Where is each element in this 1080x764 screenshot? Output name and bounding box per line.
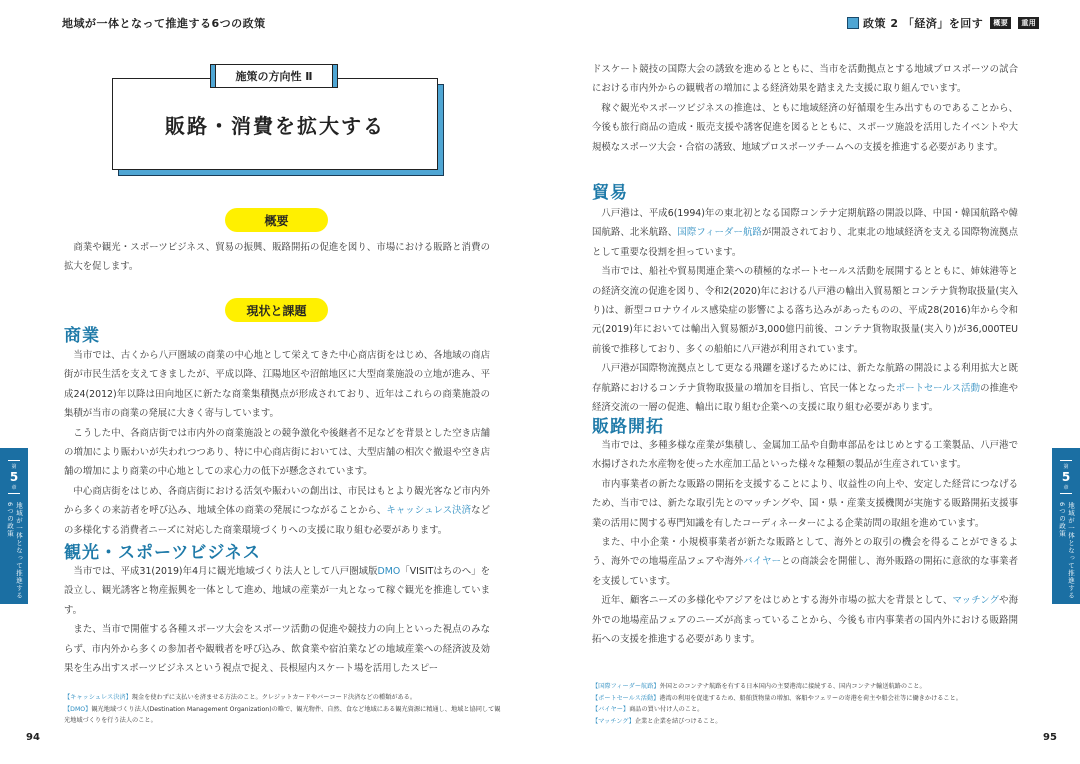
chapter-number: 5	[1061, 469, 1071, 484]
trade-body: 八戸港は、平成6(1994)年の東北初となる国際コンテナ定期航路の開設以降、中国・韓国航路や韓国航路、北米航路、国際フィーダー航路が開設されており、北東北の地域経済を支える国際物流拠点として重要な役割を担っています。 当市では、船社や貿易関連企業への積極的なポートセールス活動を展開するとともに、姉妹港等との経済交流の促進を図り、令和2(2020)年における八戸港の輸出入貿易額とコンテナ貨物取扱量(実入り)は、新型コロナウイルス感染症の影響による落ち込みがあったものの、平成28(2016)年から令和元(2019)年においては輸出入貿易額が3,000億円前後、コンテナ貨物取扱量(実入り)が36,000TEU前後で推移しており、多くの船舶に八戸港が利用されています。 八戸港が国際物流拠点として更なる飛躍を遂げるためには、新たな航路の開設による利用拡大と既存航路におけるコンテナ貨物取扱量の増加を目指し、官民一体となったポートセールス活動の推進や経済交流の一層の促進、輸出に取り組む企業への支援に取り組む必要があります。	[592, 208, 1018, 414]
tourism-body: 当市では、平成31(2019)年4月に観光地域づくり法人として八戸圏域版DMO「VISITはちのへ」を設立し、観光誘客と物産振興を一体として進め、地域の産業が一丸となって稼ぐ観光を推進しています。 また、当市で開催する各種スポーツ大会をスポーツ活動の促進や競技力の向上といった視点のみならず、市内外から多くの参加者や観戦者を呼び込み、飲食業や宿泊業などの地域産業への経済波及効果を生み出すスポーツビジネスという視点で捉え、長根屋内スケート場を活用したスピー	[64, 566, 490, 675]
glossary-link-dmo[interactable]: DMO	[377, 566, 401, 577]
glossary-note: 【バイヤー】商品の買い付け人のこと。	[592, 706, 704, 713]
tag-badge: 概要	[990, 17, 1011, 29]
glossary-link-buyer[interactable]: バイヤー	[743, 556, 782, 568]
glossary-note: 【国際フィーダー航路】外国とのコンテナ航路を有する日本国内の主要港湾に接続する、国内コンテナ輸送航路のこと。	[592, 683, 926, 690]
chapter-number: 5	[9, 469, 19, 484]
chapter-tab[interactable]: 第 5 章 地域が一体となって推進する6つの政策	[1052, 448, 1080, 604]
chapter-tab[interactable]: 第 5 章 地域が一体となって推進する6つの政策	[0, 448, 28, 604]
commerce-body: 当市では、古くから八戸圏域の商業の中心地として栄えてきた中心商店街をはじめ、各地域の商店街が市民生活を支えてきましたが、平成以降、江陽地区や沼館地区に大型商業施設の立地が進み、平成24(2012)年以降は田向地区に新たな商業集積拠点が形成されており、近年はこれらの商業施設の集積が当市の商業の発展に大きく寄与しています。 こうした中、各商店街では市内外の商業施設との競争激化や後継者不足などを背景とした空き店舗の増加により賑わいが失われつつあり、特に中心商店街においては、大型店舗の相次ぐ撤退や空き店舗の増加により商業の中心地としての求心力の低下が懸念されています。 中心商店街をはじめ、各商店街における活気や賑わいの創出は、市民はもとより観光客など市内外から多くの来訪者を呼び込み、地域全体の商業の発展につながることから、キャッシュレス決済などの多様化する消費者ニーズに対応した商業環境づくりへの支援に取り組む必要があります。	[64, 350, 490, 536]
glossary-link-feeder[interactable]: 国際フィーダー航路	[677, 227, 762, 239]
glossary-notes	[592, 681, 1032, 727]
tag-badge: 重用	[1018, 17, 1039, 29]
glossary-note: 【DMO】観光地域づくり法人(Destination Management Organization)の略で、観光物件、自然、食など地域にある観光資源に精通し、地域と協同して観光地域づくりを行う法人のこと。	[64, 705, 501, 724]
section-heading-trade: 貿易	[592, 183, 628, 203]
divider	[1060, 460, 1072, 461]
running-head: 地域が一体となって推進する6つの政策	[62, 17, 266, 30]
title-box	[112, 78, 438, 170]
glossary-note: 【ポートセールス活動】港湾の利用を促進するため、船舶貨物量の増加、客船やフェリーの寄港を荷主や船会社等に働きかけること。	[592, 694, 962, 702]
glossary-link-port-sales[interactable]: ポートセールス活動	[895, 382, 981, 394]
page-title: 販路・消費を拡大する	[165, 113, 385, 138]
tourism-continued-body: ドスケート競技の国際大会の誘致を進めるとともに、当市を活動拠点とする地域プロスポーツの試合における市内外からの観戦者の増加による経済効果を踏まえた支援に取り組んでいます。 稼ぐ観光やスポーツビジネスの推進は、ともに地域経済の好循環を生み出すものであることから、今後も旅行商品の造成・販売支援や誘客促進を図るとともに、スポーツ施設を活用したイベントや大規模なスポーツ大会・合宿の誘致、地域プロスポーツチームへの支援を推進する必要があります。	[592, 64, 1018, 153]
square-bullet-icon	[847, 17, 859, 29]
glossary-note: 【キャッシュレス決済】現金を使わずに支払いを済ませる方法のこと。クレジットカードやバーコード決済などの種類がある。	[64, 694, 417, 701]
section-heading-sales: 販路開拓	[592, 417, 664, 437]
section-heading-commerce: 商業	[64, 326, 100, 346]
sales-body: 当市では、多種多様な産業が集積し、金属加工品や自動車部品をはじめとする工業製品、八戸港で水揚げされた水産物を使った水産加工品といった様々な種類の製品が生産されています。 市内事業者の新たな販路の開拓を支援することにより、収益性の向上や、安定した経営につなげるため、当市では、新たな取引先とのマッチングや、国・県・産業支援機関が実施する販路開拓支援事業の活用に関する専門知識を有したコーディネーターによる企業訪問の取組を進めています。 また、中小企業・小規模事業者が新たな販路として、海外との取引の機会を得ることができるよう、海外での地場産品フェアや海外バイヤーとの商談会を開催し、海外販路の開拓に意欲的な事業者を支援しています。 近年、顧客ニーズの多様化やアジアをはじめとする海外市場の拡大を背景として、マッチングや海外での地場産品フェアのニーズが高まっていることから、今後も市内事業者の国内外における販路開拓への支援を推進する必要があります。	[592, 440, 1018, 646]
divider	[8, 460, 20, 461]
overview-text: 商業や観光・スポーツビジネス、貿易の振興、販路開拓の促進を図り、市場における販路と消費の拡大を促します。	[64, 242, 490, 273]
page-number: 95	[1043, 732, 1057, 743]
issues-pill: 現状と課題	[225, 298, 328, 322]
right-page	[540, 0, 1080, 764]
page-number: 94	[26, 732, 40, 743]
overview-pill: 概要	[225, 208, 328, 232]
running-head: 政策 2 「経済」を回す 概要 重用	[847, 15, 1039, 31]
chapter-title: 地域が一体となって推進する6つの政策	[1058, 501, 1075, 600]
direction-tag: 施策の方向性 Ⅱ	[210, 64, 338, 88]
glossary-note: 【マッチング】企業と企業を結びつけること。	[592, 717, 722, 725]
divider	[8, 493, 20, 494]
glossary-notes	[64, 692, 504, 727]
glossary-link-cashless[interactable]: キャッシュレス決済	[386, 505, 472, 517]
chapter-title: 地域が一体となって推進する6つの政策	[6, 501, 23, 600]
divider	[1060, 493, 1072, 494]
section-heading-tourism: 観光・スポーツビジネス	[64, 543, 261, 563]
glossary-link-matching[interactable]: マッチング	[952, 595, 1000, 607]
